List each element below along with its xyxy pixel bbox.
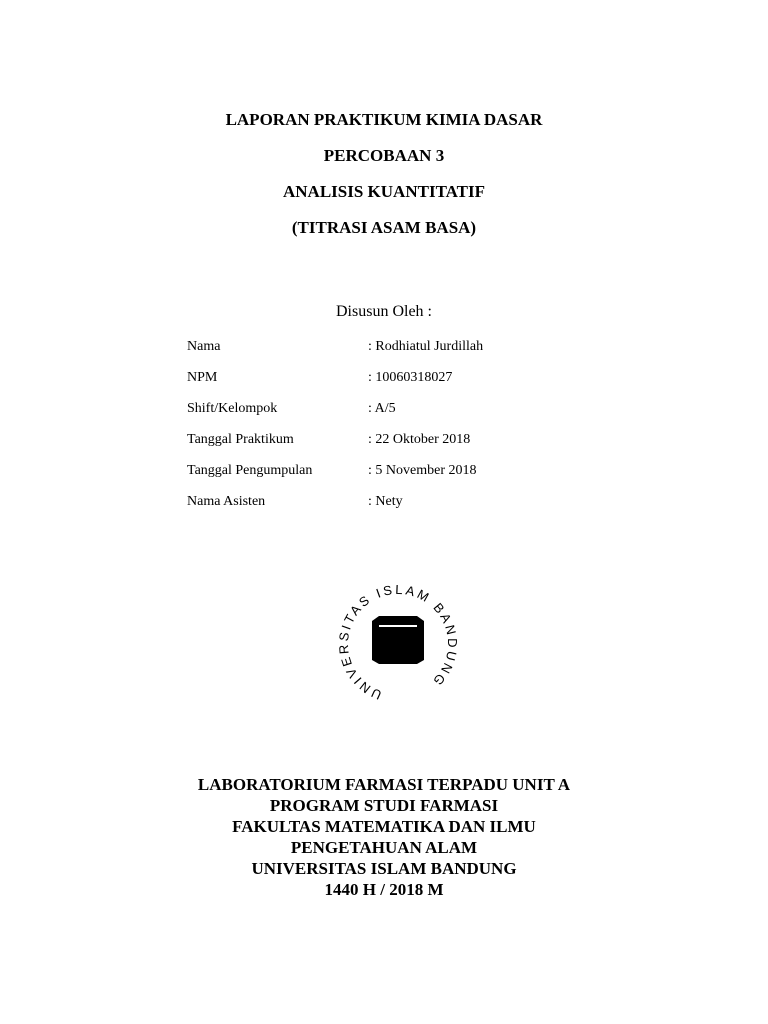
info-value: : A/5 <box>368 401 396 416</box>
institution-line-4: PENGETAHUAN ALAM <box>290 838 478 857</box>
info-label: Tanggal Praktikum <box>187 432 294 447</box>
seal-text: UNIVERSITAS ISLAM BANDUNG <box>335 581 461 703</box>
info-label: Tanggal Pengumpulan <box>187 463 313 478</box>
report-title-line-3: ANALISIS KUANTITATIF <box>283 182 485 201</box>
info-row-nama <box>187 336 607 367</box>
info-value: : Nety <box>368 494 403 509</box>
info-row-nama-asisten <box>187 491 607 522</box>
info-row-npm <box>187 367 607 398</box>
info-row-shift <box>187 398 607 429</box>
institution-block <box>0 774 768 900</box>
info-label: NPM <box>187 370 218 385</box>
report-title-line-4: (TITRASI ASAM BASA) <box>291 218 477 237</box>
info-label: Nama <box>187 339 221 354</box>
kaaba-icon <box>372 616 424 664</box>
institution-line-2: PROGRAM STUDI FARMASI <box>269 796 499 815</box>
university-seal-icon <box>332 578 464 710</box>
institution-line-1: LABORATORIUM FARMASI TERPADU UNIT A <box>197 775 571 794</box>
university-seal-svg <box>332 578 464 710</box>
institution-line-3: FAKULTAS MATEMATIKA DAN ILMU <box>232 817 536 836</box>
report-title-line-1: LAPORAN PRAKTIKUM KIMIA DASAR <box>225 110 543 129</box>
info-row-tanggal-pengumpulan <box>187 460 607 491</box>
info-value: : 22 Oktober 2018 <box>368 432 471 447</box>
author-info-table <box>187 336 607 522</box>
info-value: : 5 November 2018 <box>368 463 477 478</box>
report-title-block <box>0 108 768 252</box>
author-heading: Disusun Oleh : <box>336 303 432 320</box>
info-label: Shift/Kelompok <box>187 401 278 416</box>
info-value: : Rodhiatul Jurdillah <box>368 339 484 354</box>
info-value: : 10060318027 <box>368 370 453 385</box>
institution-line-5: UNIVERSITAS ISLAM BANDUNG <box>251 859 517 878</box>
report-title-line-2: PERCOBAAN 3 <box>323 146 445 165</box>
institution-line-6: 1440 H / 2018 M <box>324 880 444 899</box>
info-row-tanggal-praktikum <box>187 429 607 460</box>
info-label: Nama Asisten <box>187 494 266 509</box>
